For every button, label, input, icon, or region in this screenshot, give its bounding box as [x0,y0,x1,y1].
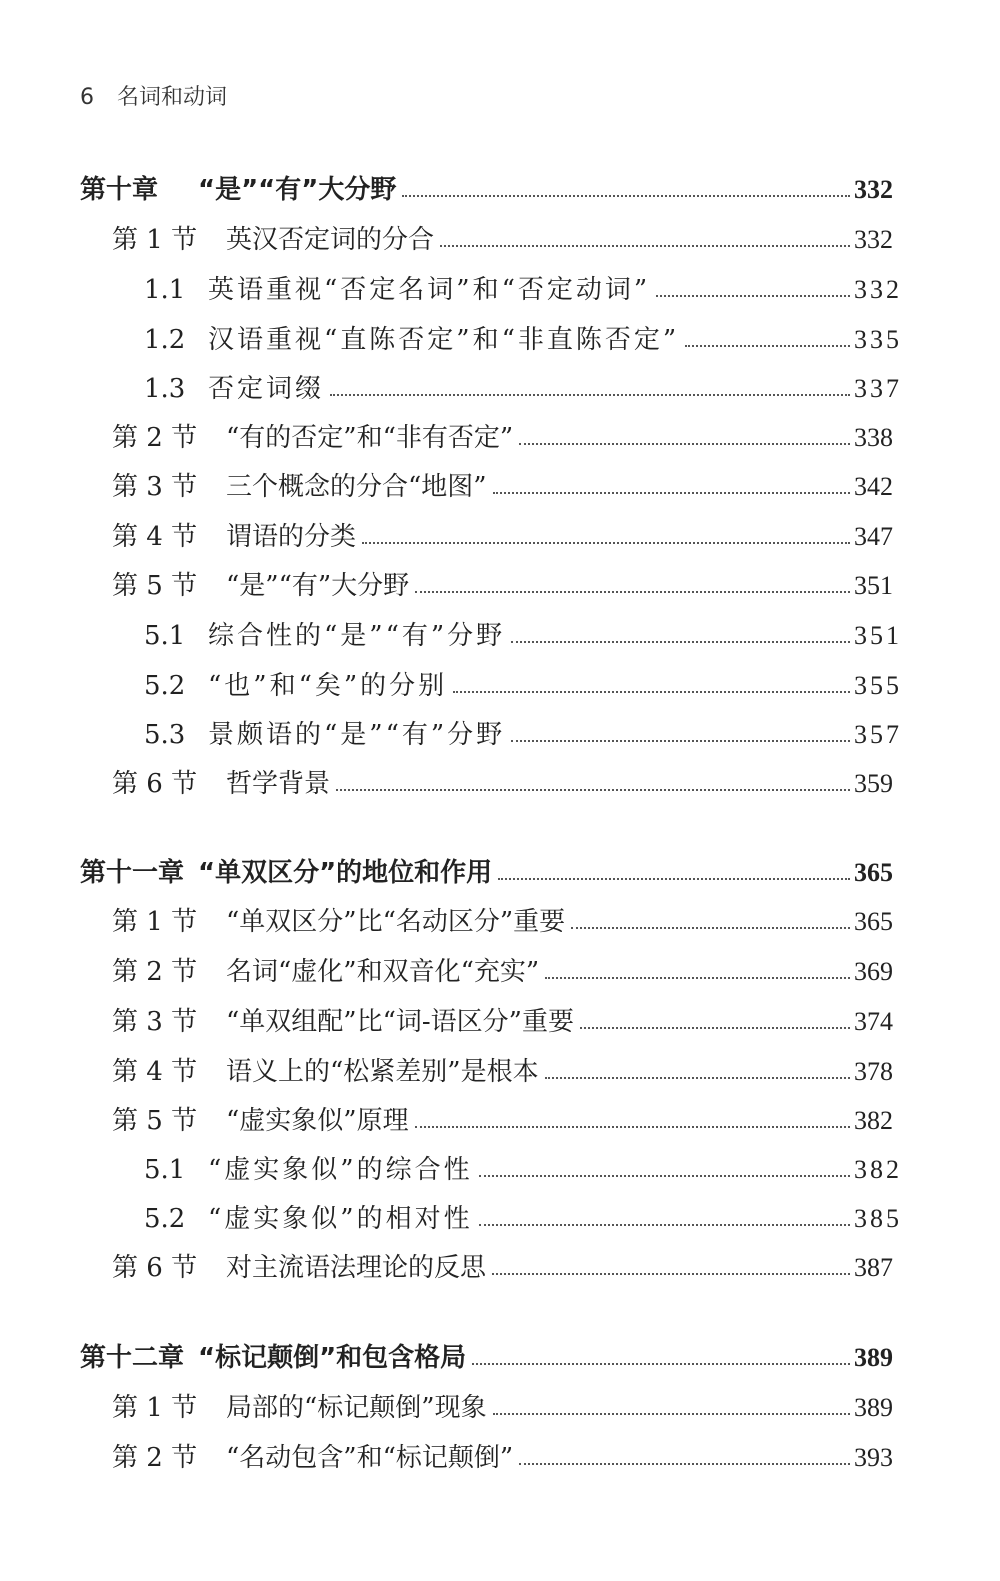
toc-entry-sub [0,611,1000,651]
dot-leader [472,1362,850,1365]
toc-entry-label [144,720,505,750]
toc-entry-page: 351 [854,621,902,650]
dot-leader [519,1462,850,1465]
toc-entry-page: 332 [854,175,893,204]
toc-entry-page: 338 [854,423,893,452]
toc-entry-title: 语义上的“松紧差别”是根本 [226,1057,539,1087]
toc-entry-number: 5.2 [144,671,186,701]
toc-entry-label [112,522,356,552]
toc-entry-label [112,907,565,937]
dot-leader [571,926,850,929]
toc-entry-label [80,175,396,205]
toc-entry-page: 359 [854,769,893,798]
toc-entry-page: 355 [854,671,902,700]
dot-leader [362,541,850,544]
toc-entry-sub [0,364,1000,404]
toc-entry-number: 第 3 节 [112,472,198,502]
toc-entry-section [0,1243,1000,1283]
toc-entry-number: 5.1 [144,1155,186,1185]
toc-entry-title: “标记颠倒”和包含格局 [198,1343,467,1373]
toc-entry-number: 第 3 节 [112,1007,198,1037]
toc-entry-title: 英汉否定词的分合 [226,225,435,255]
dot-leader [519,442,850,445]
dot-leader [453,690,850,693]
dot-leader [415,1125,850,1128]
toc-entry-number: 5.3 [144,720,186,750]
toc-entry-section [0,1047,1000,1087]
dot-leader [493,1412,850,1415]
toc-entry-page: 342 [854,472,893,501]
page-number: 6 [80,85,94,110]
toc-entry-page: 393 [854,1443,893,1472]
toc-entry-title: “虚实象似”原理 [226,1106,409,1136]
dot-leader [493,491,850,494]
toc-entry-title: “有的否定”和“非有否定” [226,423,514,453]
toc-entry-title: “单双区分”比“名动区分”重要 [226,907,566,937]
toc-entry-title: 名词“虚化”和双音化“充实” [226,957,540,987]
toc-entry-title: 汉语重视“直陈否定”和“非直陈否定” [208,325,680,355]
toc-entry-label [112,1106,409,1136]
toc-entry-page: 389 [854,1343,893,1372]
toc-entry-label [112,423,513,453]
toc-entry-page: 374 [854,1007,893,1036]
dot-leader [656,294,850,297]
toc-entry-number: 第 6 节 [112,1253,198,1283]
dot-leader [580,1026,850,1029]
toc-entry-label [112,1443,513,1473]
toc-entry-title: “是”“有”大分野 [198,175,397,205]
toc-entry-number: 第 4 节 [112,522,198,552]
toc-entry-sub [0,265,1000,305]
toc-entry-section [0,1433,1000,1473]
dot-leader [511,739,850,742]
toc-entry-sub [0,1194,1000,1234]
toc-entry-page: 332 [854,225,893,254]
toc-entry-number: 1.3 [144,374,186,404]
toc-entry-label [112,1007,574,1037]
toc-entry-sub [0,710,1000,750]
toc-entry-sub [0,1145,1000,1185]
dot-leader [336,788,850,791]
toc-entry-section [0,947,1000,987]
toc-entry-page: 385 [854,1204,902,1233]
dot-leader [545,976,850,979]
toc-entry-label [112,957,539,987]
toc-entry-title: 谓语的分类 [226,522,357,552]
toc-entry-page: 389 [854,1393,893,1422]
toc-entry-label [112,571,409,601]
toc-entry-title: 景颇语的“是”“有”分野 [208,720,506,750]
toc-entry-label [144,621,505,651]
toc-entry-title: 对主流语法理论的反思 [226,1253,487,1283]
toc-entry-title: “虚实象似”的综合性 [208,1155,473,1185]
toc-entry-label [144,1155,473,1185]
toc-entry-page: 382 [854,1106,893,1135]
toc-entry-number: 第 4 节 [112,1057,198,1087]
toc-entry-section [0,997,1000,1037]
toc-entry-chapter [0,1333,1000,1373]
dot-leader [545,1076,850,1079]
toc-entry-label [80,858,492,888]
toc-entry-page: 335 [854,325,902,354]
toc-entry-number: 第 2 节 [112,957,198,987]
toc-entry-number: 5.1 [144,621,186,651]
toc-entry-section [0,1383,1000,1423]
toc-entry-label [144,671,447,701]
toc-entry-page: 378 [854,1057,893,1086]
dot-leader [498,877,850,880]
toc-entry-title: “虚实象似”的相对性 [208,1204,473,1234]
toc-entry-page: 382 [854,1155,902,1184]
dot-leader [685,344,850,347]
toc-entry-section [0,462,1000,502]
toc-entry-page: 365 [854,858,893,887]
running-header [80,80,227,111]
toc-entry-section [0,759,1000,799]
toc-entry-section [0,1096,1000,1136]
toc-entry-title: “也”和“矣”的分别 [208,671,448,701]
toc-entry-number: 第 1 节 [112,225,198,255]
toc-entry-number: 1.1 [144,275,186,305]
toc-entry-section [0,561,1000,601]
toc-entry-label [112,1057,539,1087]
toc-entry-title: 哲学背景 [226,769,331,799]
toc-entry-section [0,413,1000,453]
toc-entry-label [144,275,650,305]
toc-entry-page: 332 [854,275,902,304]
toc-entry-page: 369 [854,957,893,986]
toc-entry-number: 第十二章 [80,1343,185,1373]
toc-entry-label [112,1253,486,1283]
toc-entry-number: 1.2 [144,325,186,355]
toc-entry-label [112,225,434,255]
toc-entry-title: “是”“有”大分野 [226,571,410,601]
book-title: 名词和动词 [117,85,228,110]
toc-entry-title: 三个概念的分合“地图” [226,472,487,502]
toc-entry-number: 第 2 节 [112,1443,198,1473]
dot-leader [511,640,850,643]
toc-entry-sub [0,661,1000,701]
toc-entry-chapter [0,848,1000,888]
toc-entry-title: “单双区分”的地位和作用 [198,858,493,888]
toc-entry-number: 第十章 [80,175,159,205]
toc-entry-page: 357 [854,720,902,749]
toc-entry-label [112,769,330,799]
toc-entry-section [0,897,1000,937]
toc-entry-title: 英语重视“否定名词”和“否定动词” [208,275,651,305]
toc-entry-page: 347 [854,522,893,551]
dot-leader [415,590,850,593]
toc-entry-page: 351 [854,571,893,600]
toc-entry-title: 否定词缀 [208,374,325,404]
toc-entry-title: “名动包含”和“标记颠倒” [226,1443,514,1473]
dot-leader [479,1223,850,1226]
toc-entry-label [144,1204,473,1234]
toc-entry-label [112,1393,487,1423]
toc-entry-label [112,472,487,502]
toc-entry-number: 第 5 节 [112,571,198,601]
dot-leader [402,194,850,197]
toc-entry-title: 综合性的“是”“有”分野 [208,621,506,651]
toc-entry-chapter [0,165,1000,205]
toc-entry-label [144,325,679,355]
toc-entry-label [80,1343,466,1373]
toc-entry-number: 第 6 节 [112,769,198,799]
toc-entry-number: 第 1 节 [112,907,198,937]
toc-entry-page: 365 [854,907,893,936]
toc-entry-section [0,512,1000,552]
toc-entry-title: “单双组配”比“词-语区分”重要 [226,1007,574,1037]
toc-entry-number: 第 1 节 [112,1393,198,1423]
dot-leader [492,1272,850,1275]
dot-leader [479,1174,850,1177]
toc-entry-label [144,374,324,404]
toc-entry-number: 第 5 节 [112,1106,198,1136]
toc-entry-title: 局部的“标记颠倒”现象 [226,1393,487,1423]
dot-leader [330,393,850,396]
toc-entry-sub [0,315,1000,355]
toc-entry-section [0,215,1000,255]
toc-entry-page: 337 [854,374,902,403]
toc-entry-page: 387 [854,1253,893,1282]
toc-entry-number: 第十一章 [80,858,185,888]
toc-entry-number: 5.2 [144,1204,186,1234]
toc-entry-number: 第 2 节 [112,423,198,453]
dot-leader [440,244,850,247]
